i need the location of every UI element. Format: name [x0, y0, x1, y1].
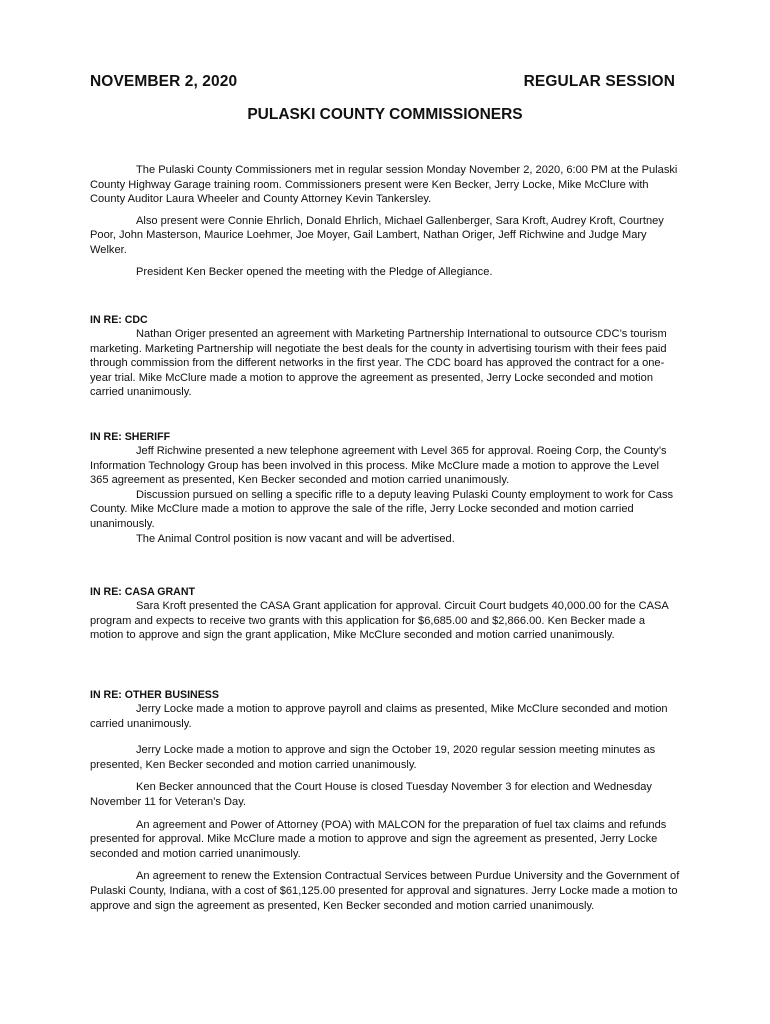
sheriff-paragraph-rifle: Discussion pursued on selling a specific rifle to a deputy leaving Pulaski County employment to work for Cass County. Mike McClure made a motion to approve the sale of the rifle, Jerry Locke seconded and motion carried unanimously. [90, 488, 674, 530]
other-paragraph-minutes: Jerry Locke made a motion to approve and sign the October 19, 2020 regular session meeting minutes as presented, Ken Becker seconded and motion carried unanimously. [90, 744, 656, 771]
casa-section [90, 585, 680, 643]
intro-paragraph-attendance: The Pulaski County Commissioners met in regular session Monday November 2, 2020, 6:00 PM at the Pulaski County Highway Garage training room. Commissioners present were Ken Becker, Jerry Locke, Mike McClure with County Auditor Laura Wheeler and County Attorney Kevin Tankersley. [90, 164, 678, 206]
intro-section [90, 163, 680, 279]
section-heading-cdc: IN RE: CDC [90, 314, 148, 326]
section-heading-other-business: IN RE: OTHER BUSINESS [90, 689, 219, 701]
other-paragraph-extension: An agreement to renew the Extension Contractual Services between Purdue University and the Government of Pulaski County, Indiana, with a cost of $61,125.00 presented for approval and signatures. Jerry Locke made a motion to approve and sign the agreement as presented, Ken Becker seconded and motion carried unanimously. [90, 870, 680, 912]
intro-paragraph-pledge: President Ken Becker opened the meeting with the Pledge of Allegiance. [136, 265, 493, 278]
casa-paragraph: Sara Kroft presented the CASA Grant application for approval. Circuit Court budgets 40,000.00 for the CASA program and expects to receive two grants with this application for $6,685.00 and $2,866.00. Ken Becker made a motion to approve and sign the grant application, Mike McClure seconded and motion carried unanimously. [90, 600, 669, 642]
sheriff-paragraph-animal-control: The Animal Control position is now vacant and will be advertised. [136, 532, 455, 545]
intro-paragraph-also-present: Also present were Connie Ehrlich, Donald Ehrlich, Michael Gallenberger, Sara Kroft, Audrey Kroft, Courtney Poor, John Masterson, Maurice Loehmer, Joe Moyer, Gail Lambert, Nathan Origer, Jeff Richwine and Judge Mary Welker. [90, 214, 664, 256]
sheriff-paragraph-telephone: Jeff Richwine presented a new telephone agreement with Level 365 for approval. Roeing Corp, the County’s Information Technology Group has been involved in this process. Mike McClure made a motion to approve the Level 365 agreement as presented, Ken Becker seconded and motion carried unanimously. [90, 445, 667, 487]
other-business-section [90, 688, 680, 913]
other-paragraph-payroll: Jerry Locke made a motion to approve payroll and claims as presented, Mike McClure seconded and motion carried unanimously. [90, 703, 668, 730]
section-heading-sheriff: IN RE: SHERIFF [90, 431, 171, 443]
other-paragraph-malcon: An agreement and Power of Attorney (POA) with MALCON for the preparation of fuel tax claims and refunds presented for approval. Mike McClure made a motion to approve and sign the agreement as presented, Jerry Locke seconded and motion carried unanimously. [90, 818, 667, 860]
session-type: REGULAR SESSION [523, 73, 675, 90]
cdc-section [90, 313, 680, 400]
sheriff-section [90, 430, 680, 546]
cdc-paragraph: Nathan Origer presented an agreement with Marketing Partnership International to outsource CDC’s tourism marketing. Marketing Partnership will negotiate the best deals for the county in advertising tourism with their fees paid through commission from the different networks in the first year. The CDC board has approved the contract for a one-year trial. Mike McClure made a motion to approve the agreement as presented, Jerry Locke seconded and motion carried unanimously. [90, 328, 667, 399]
other-paragraph-court-house: Ken Becker announced that the Court House is closed Tuesday November 3 for election and Wednesday November 11 for Veteran’s Day. [90, 781, 652, 808]
document-title: PULASKI COUNTY COMMISSIONERS [247, 106, 523, 123]
meeting-date: NOVEMBER 2, 2020 [90, 73, 238, 90]
section-heading-casa: IN RE: CASA GRANT [90, 586, 195, 598]
